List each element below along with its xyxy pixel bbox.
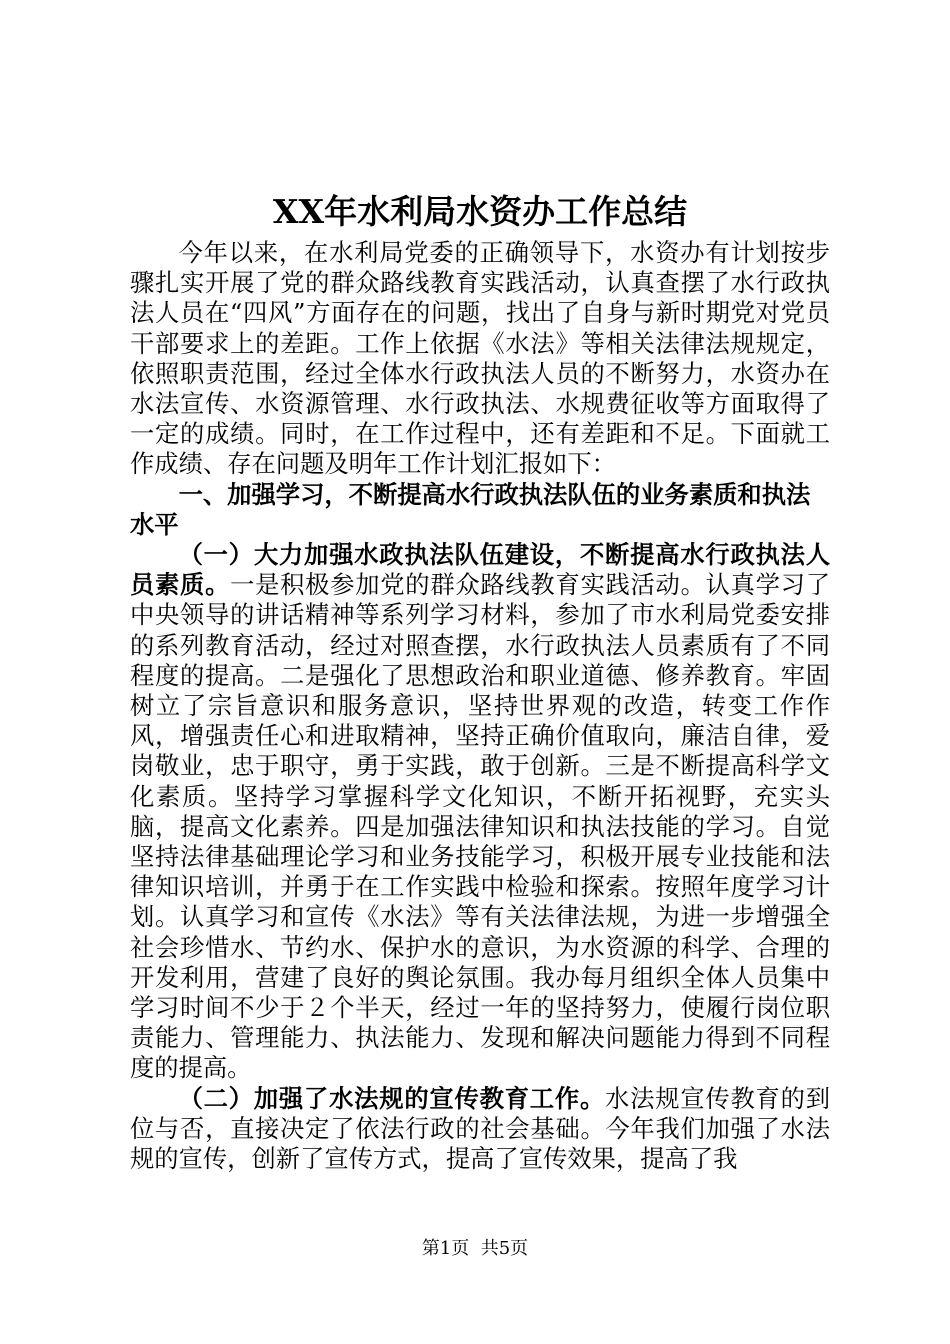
page-footer: [0, 1237, 950, 1261]
document-page: [130, 190, 830, 1174]
subsection-1-body: 一是积极参加党的群众路线教育实践活动。认真学习了中央领导的讲话精神等系列学习材料，参加了市水利局党委安排的系列教育活动，经过对照查摆，水行政执法人员素质有了不同程度的提高。二是强化了思想政治和职业道德、修养教育。牢固树立了宗旨意识和服务意识，坚持世界观的改造，转变工作作风，增强责任心和进取精神，坚持正确价值取向，廉洁自律，爱岗敬业，忠于职守，勇于实践，敢于创新。三是不断提高科学文化素质。坚持学习掌握科学文化知识，不断开拓视野，充实头脑，提高文化素养。四是加强法律知识和执法技能的学习。自觉坚持法律基础理论学习和业务技能学习，积极开展专业技能和法律知识培训，并勇于在工作实践中检验和探索。按照年度学习计划。认真学习和宣传《水法》等有关法律法规，为进一步增强全社会珍惜水、节约水、保护水的意识，为水资源的科学、合理的开发利用，营建了良好的舆论氛围。我办每月组织全体人员集中学习时间不少于２个半天，经过一年的坚持努力，使履行岗位职责能力、管理能力、执法能力、发现和解决问题能力得到不同程度的提高。: [130, 570, 831, 1083]
page-number: 第1页: [421, 1238, 470, 1259]
intro-paragraph: 今年以来，在水利局党委的正确领导下，水资办有计划按步骤扎实开展了党的群众路线教育实践活动，认真查摆了水行政执法人员在“四风”方面存在的问题，找出了自身与新时期党对党员干部要求上的差距。工作上依据《水法》等相关法律法规规定，依照职责范围，经过全体水行政执法人员的不断努力，水资办在水法宣传、水资源管理、水行政执法、水规费征收等方面取得了一定的成绩。同时，在工作过程中，还有差距和不足。下面就工作成绩、存在问题及明年工作计划汇报如下：: [130, 238, 830, 479]
subsection-2-heading: （二）加强了水法规的宣传教育工作。: [178, 1083, 606, 1113]
document-title: XX年水利局水资办工作总结: [272, 192, 688, 231]
subsection-2-paragraph: [130, 1084, 830, 1175]
subsection-1-heading: （一）大力加强水政执法队伍建设，不断提高水行政执法人员素质。: [130, 540, 830, 600]
subsection-1-paragraph: [130, 540, 830, 1084]
section-heading-1: 一、加强学习，不断提高水行政执法队伍的业务素质和执法水平: [130, 479, 811, 539]
subsection-2-body: 水法规宣传教育的到位与否，直接决定了依法行政的社会基础。今年我们加强了水法规的宣传，创新了宣传方式，提高了宣传效果，提高了我: [130, 1083, 831, 1174]
page-total: 共5页: [480, 1238, 529, 1259]
